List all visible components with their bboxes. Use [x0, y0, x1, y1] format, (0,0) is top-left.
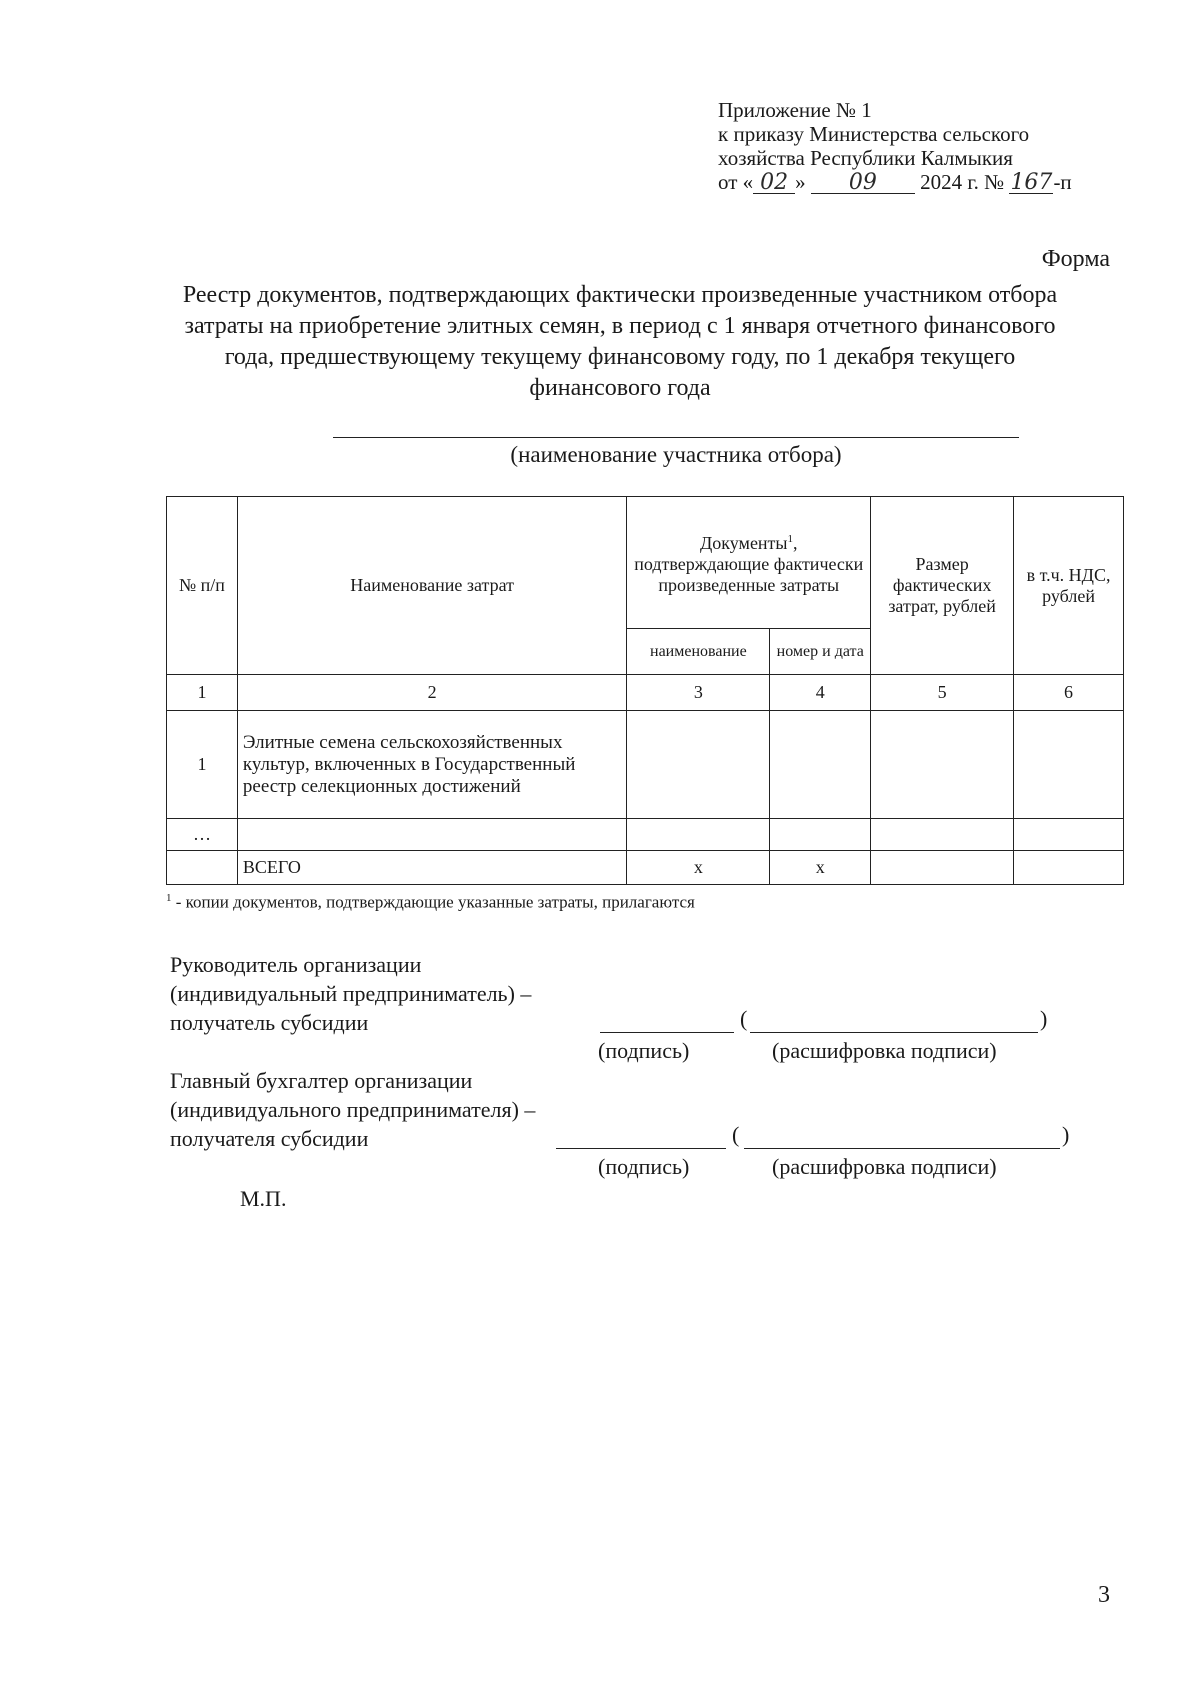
head-signatory — [170, 950, 531, 1037]
participant-caption: (наименование участника отбора) — [510, 442, 842, 467]
annex-date-line — [718, 170, 1138, 194]
total-row — [167, 851, 1124, 885]
row-num: … — [167, 819, 238, 851]
table-row — [167, 711, 1124, 819]
date-day-handwritten: 02 — [753, 173, 795, 194]
accountant-transcript-line — [744, 1148, 1060, 1149]
accountant-line-2: (индивидуального предпринимателя) – — [170, 1097, 536, 1122]
row-vat — [1014, 819, 1124, 851]
row-name: Элитные семена сельскохозяйственных культур, включенных в Государственный реестр селекционных достижений — [237, 711, 627, 819]
accountant-line-1: Главный бухгалтер организации — [170, 1068, 473, 1093]
accountant-signatory — [170, 1066, 535, 1153]
total-size — [871, 851, 1014, 885]
table-row — [167, 819, 1124, 851]
header-name: Наименование затрат — [237, 497, 627, 675]
colnum-5: 5 — [871, 675, 1014, 711]
accountant-transcript-caption: (расшифровка подписи) — [772, 1154, 997, 1179]
table-header-row — [167, 497, 1124, 629]
annex-line-1: Приложение № 1 — [718, 98, 872, 122]
header-num: № п/п — [167, 497, 238, 675]
total-num — [167, 851, 238, 885]
date-year: 2024 г. № — [920, 170, 1005, 194]
row-size — [871, 711, 1014, 819]
head-line-2: (индивидуальный предприниматель) – — [170, 981, 532, 1006]
total-label: ВСЕГО — [237, 851, 627, 885]
document-title: Реестр документов, подтверждающих фактически произведенные участником отбора затраты на приобретение элитных семян, в период с 1 января отчетного финансового года, предшествующему текущему финансовому году, по 1 декабря текущего финансового года — [182, 282, 1058, 401]
head-line-3: получатель субсидии — [170, 1010, 369, 1035]
date-month-handwritten: 09 — [811, 173, 915, 194]
date-prefix: от « — [718, 170, 754, 194]
accountant-signature-caption: (подпись) — [598, 1154, 690, 1179]
total-doc-name: х — [627, 851, 770, 885]
row-doc-name — [627, 711, 770, 819]
annex-line-2: к приказу Министерства сельского — [718, 122, 1030, 146]
total-vat — [1014, 851, 1124, 885]
header-doc-number: номер и дата — [770, 629, 871, 675]
head-signature-line — [600, 1032, 734, 1033]
date-mid: » — [795, 170, 806, 194]
footnote: $^1$ - копии документов, подтверждающие указанные затраты, прилагаются — [166, 892, 695, 912]
head-line-1: Руководитель организации — [170, 952, 422, 977]
order-suffix: -п — [1053, 170, 1072, 194]
annex-line-3: хозяйства Республики Калмыкия — [718, 146, 1013, 170]
column-number-row — [167, 675, 1124, 711]
row-doc-number — [770, 819, 871, 851]
head-paren-close: ) — [1040, 1006, 1048, 1031]
order-number-handwritten: 167 — [1010, 170, 1053, 195]
accountant-paren-close: ) — [1062, 1122, 1070, 1147]
header-vat: в т.ч. НДС, рублей — [1014, 497, 1124, 675]
form-label: Форма — [1041, 246, 1110, 272]
accountant-paren-open: ( — [732, 1122, 740, 1147]
colnum-3: 3 — [627, 675, 770, 711]
head-paren-open: ( — [740, 1006, 748, 1031]
row-vat — [1014, 711, 1124, 819]
page-number: 3 — [1098, 1582, 1110, 1608]
head-transcript-caption: (расшифровка подписи) — [772, 1038, 997, 1063]
head-signature-caption: (подпись) — [598, 1038, 690, 1063]
accountant-line-3: получателя субсидии — [170, 1126, 369, 1151]
header-doc-name: наименование — [627, 629, 770, 675]
row-size — [871, 819, 1014, 851]
stamp-place-label: М.П. — [240, 1186, 287, 1211]
annex-header — [718, 98, 1138, 194]
colnum-2: 2 — [237, 675, 627, 711]
row-num: 1 — [167, 711, 238, 819]
total-doc-number: х — [770, 851, 871, 885]
colnum-4: 4 — [770, 675, 871, 711]
colnum-1: 1 — [167, 675, 238, 711]
header-size: Размер фактических затрат, рублей — [871, 497, 1014, 675]
row-doc-name — [627, 819, 770, 851]
accountant-signature-line — [556, 1148, 726, 1149]
participant-name-line — [333, 437, 1019, 438]
header-docs: Документы$^1$, подтверждающие фактически произведенные затраты — [627, 497, 871, 629]
registry-table — [166, 496, 1124, 885]
head-transcript-line — [750, 1032, 1038, 1033]
row-doc-number — [770, 711, 871, 819]
colnum-6: 6 — [1014, 675, 1124, 711]
row-name — [237, 819, 627, 851]
